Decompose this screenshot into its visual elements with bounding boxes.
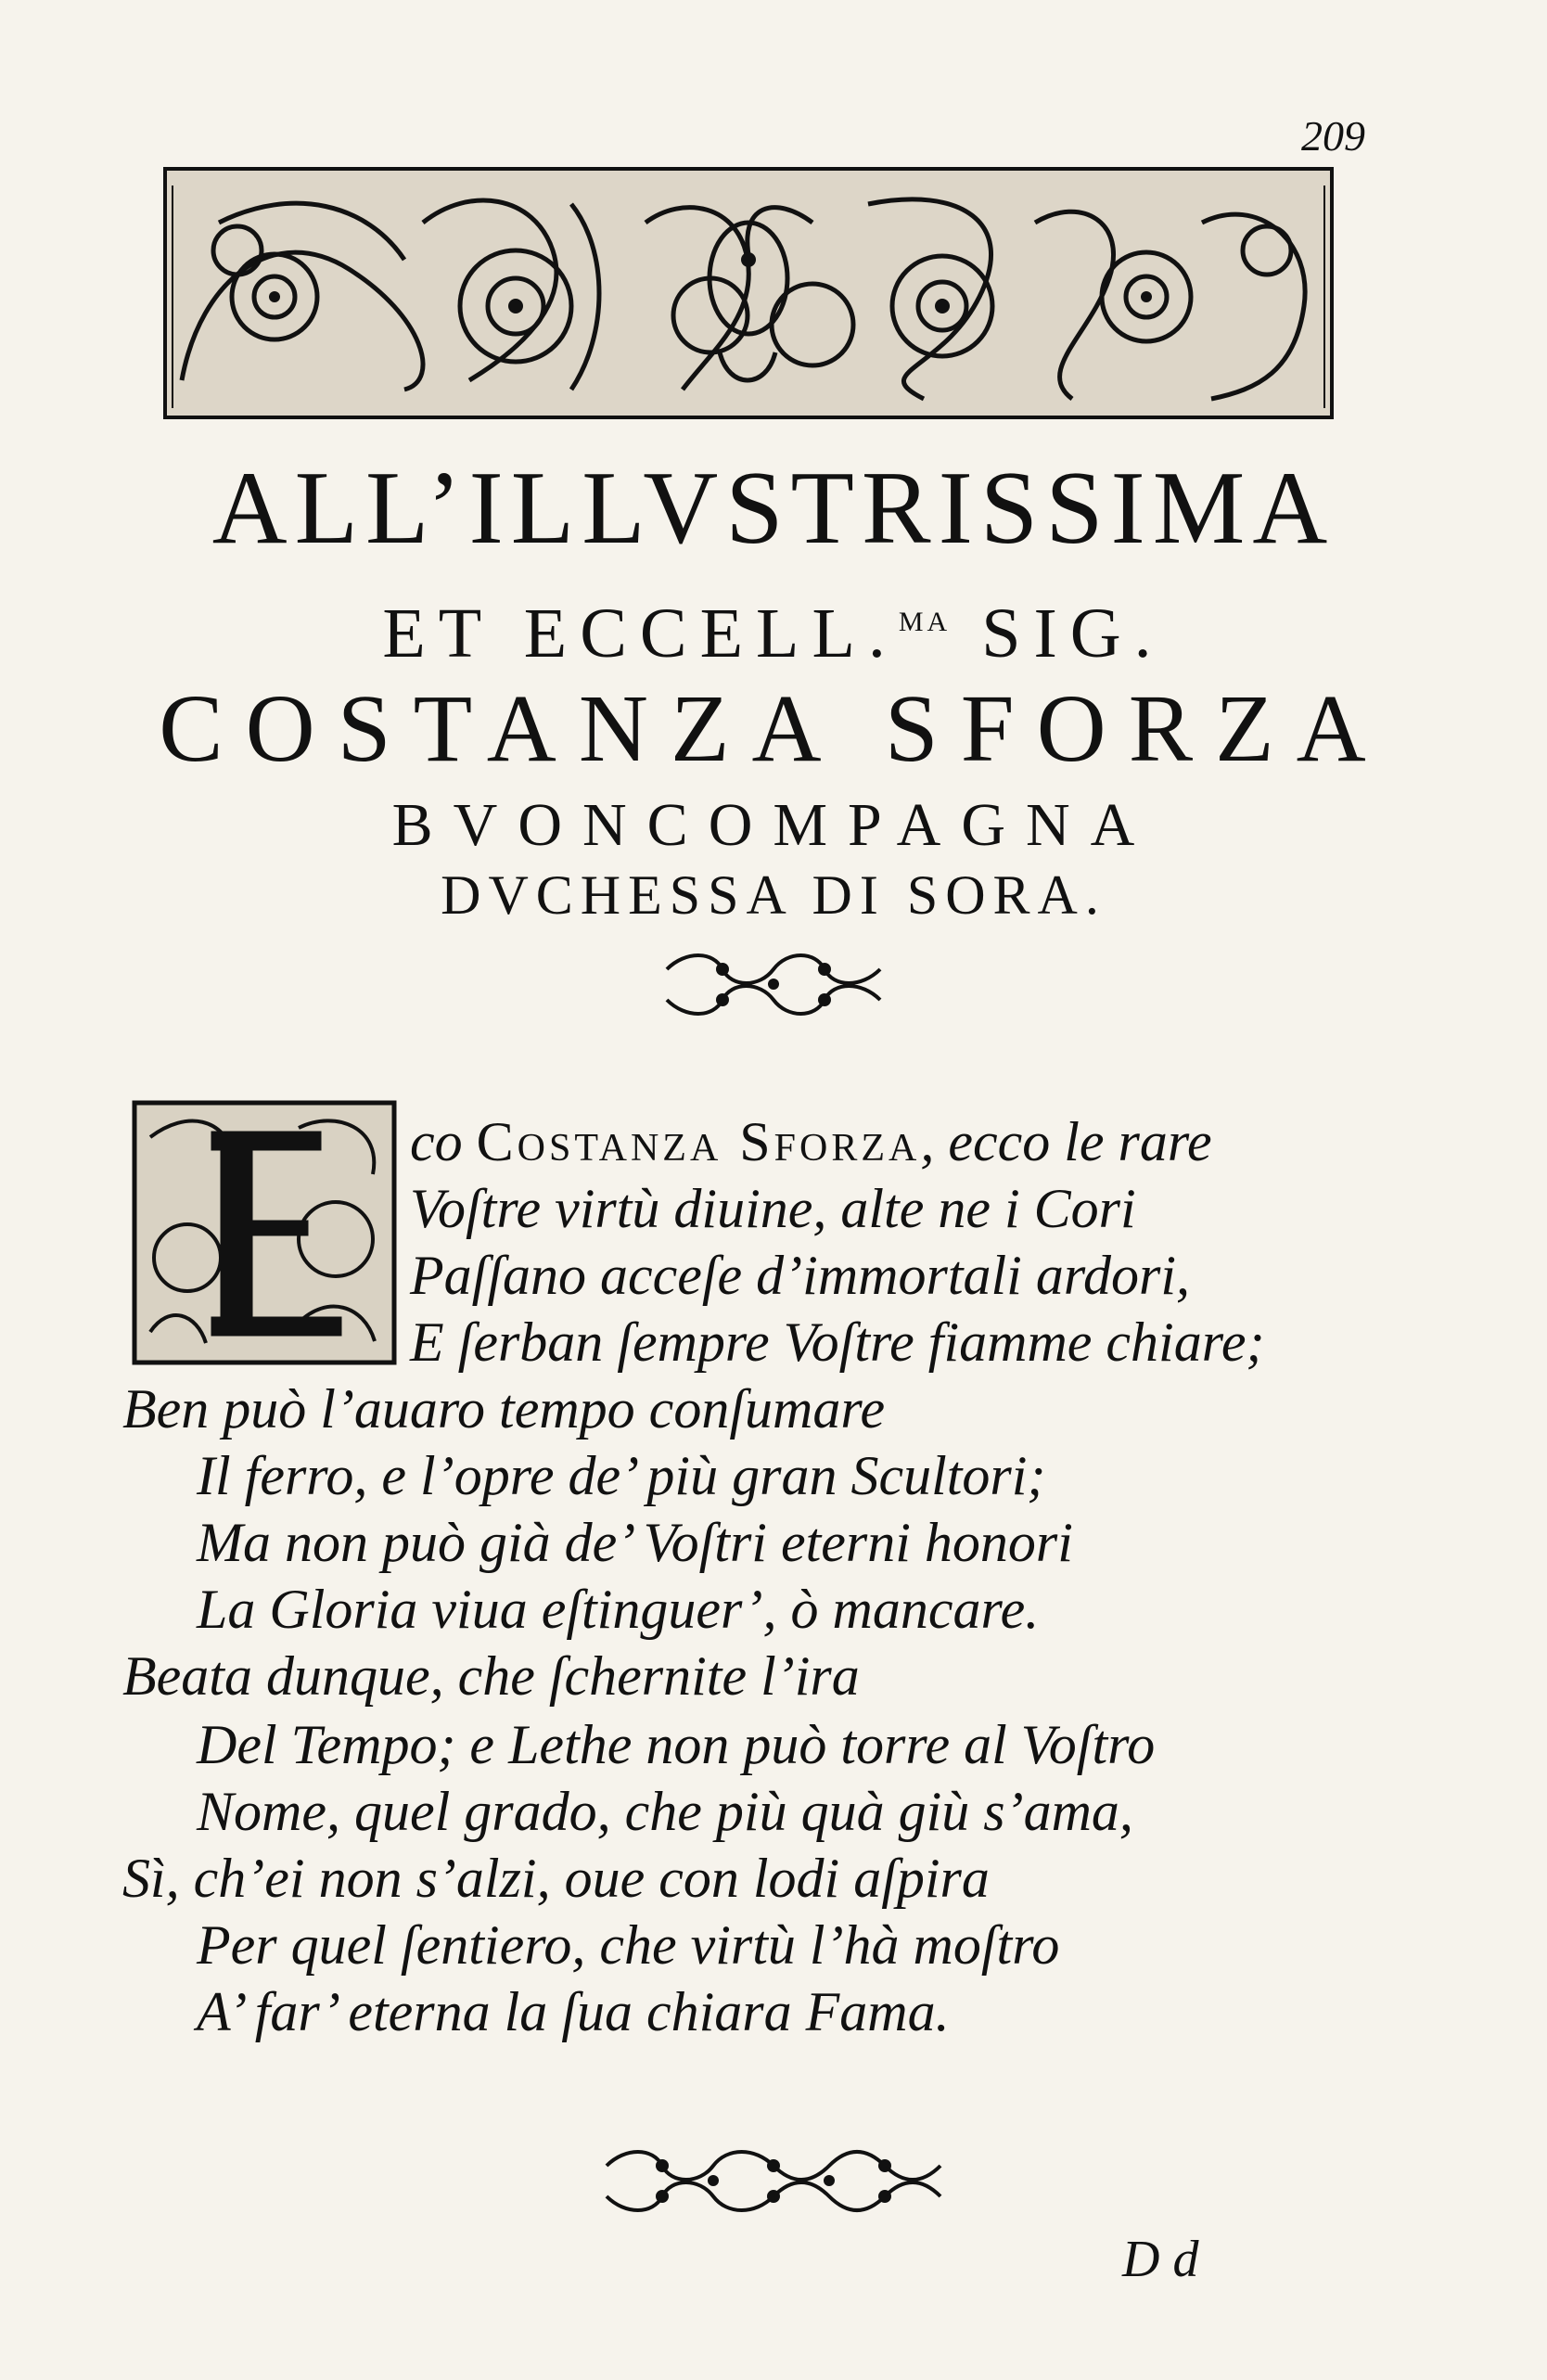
poem-line-1-end: , ecco le rare	[920, 1111, 1212, 1172]
title-line-2-end: SIG.	[981, 595, 1165, 672]
poem-line-6: Il ferro, e l’opre de’ più gran Scultori;	[197, 1445, 1046, 1506]
title-line-5: DVCHESSA DI SORA.	[441, 864, 1106, 926]
poem-line-9: Beata dunque, che ſchernite l’ira	[122, 1645, 860, 1707]
poem-line-5: Ben può l’auaro tempo conſumare	[122, 1378, 886, 1440]
title-line-4: BVONCOMPAGNA	[391, 791, 1156, 859]
poem-line-1-start: co	[410, 1111, 463, 1172]
poem-line-11: Nome, quel grado, che più quà giù s’ama,	[197, 1781, 1133, 1842]
poem-line-7: Ma non può già de’ Voſtri eterni honori	[197, 1512, 1073, 1573]
title-line-1: ALL’ILLVSTRISSIMA	[211, 451, 1336, 566]
poem-line-3: Paſſano acceſe d’immortali ardori,	[410, 1245, 1190, 1306]
poem-line-12: Sì, ch’ei non s’alzi, oue con lodi aſpira	[122, 1848, 990, 1909]
poem-line-1	[410, 1109, 1212, 1174]
page-number: 209	[1301, 112, 1365, 160]
title-line-2-superscript: MA	[898, 607, 952, 637]
signature-mark: D d	[1122, 2231, 1199, 2288]
poem-line-4: E ſerban ſempre Voſtre fiamme chiare;	[410, 1312, 1265, 1373]
title-line-2-main: ET ECCELL.	[382, 595, 899, 672]
poem-line-13: Per quel ſentiero, che virtù l’hà moſtro	[197, 1914, 1060, 1976]
poem-line-1-name: Costanza Sforza	[476, 1111, 921, 1172]
fleuron-divider-bottom	[0, 2143, 1547, 2217]
poem-line-8: La Gloria viua eſtinguer’, ò mancare.	[197, 1579, 1040, 1640]
poem-line-14: A’ far’ eterna la ſua chiara Fama.	[197, 1981, 950, 2042]
poem-line-10: Del Tempo; e Lethe non può torre al Voſtro	[197, 1714, 1156, 1775]
poem-line-2: Voſtre virtù diuine, alte ne i Cori	[410, 1178, 1136, 1239]
title-line-3: COSTANZA SFORZA	[159, 675, 1388, 782]
